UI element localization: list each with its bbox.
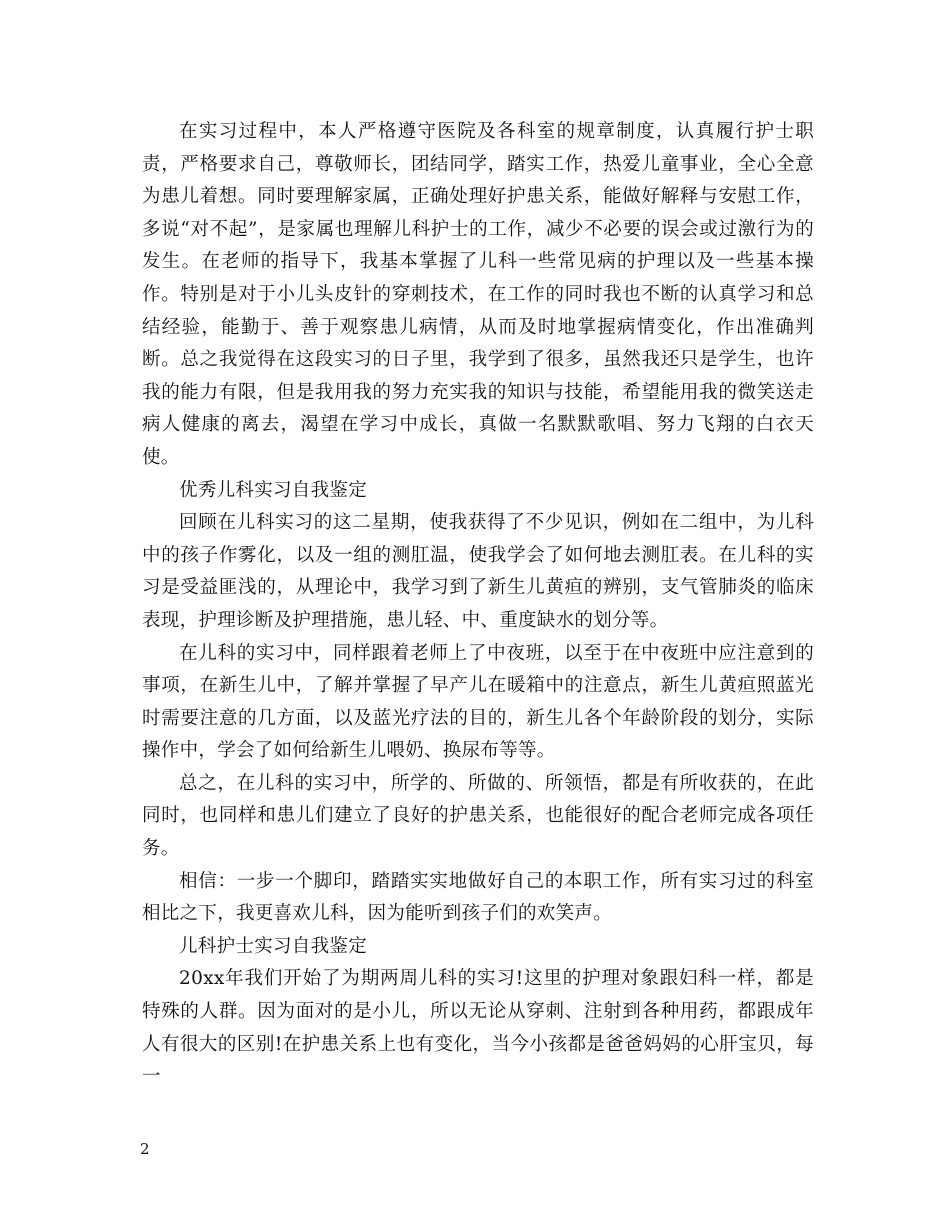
paragraph-summary: 总之，在儿科的实习中，所学的、所做的、所领悟，都是有所收获的，在此同时，也同样和患儿们建立了良好的护患关系，也能很好的配合老师完成各项任务。 xyxy=(142,772,814,860)
section-heading-excellent-pediatrics: 优秀儿科实习自我鉴定 xyxy=(179,479,368,501)
paragraph-belief: 相信：一步一个脚印，踏踏实实地做好自己的本职工作，所有实习过的科室相比之下，我更喜欢儿科，因为能听到孩子们的欢笑声。 xyxy=(142,870,814,925)
section-heading-pediatric-nurse: 儿科护士实习自我鉴定 xyxy=(179,935,368,957)
paragraph-two-weeks-review: 回顾在儿科实习的这二星期，使我获得了不少见识，例如在二组中，为儿科中的孩子作雾化，以及一组的测肛温，使我学会了如何地去测肛表。在儿科的实习是受益匪浅的，从理论中，我学习到了新生儿黄疸的辨别，支气管肺炎的临床表现，护理诊断及护理措施，患儿轻、中、重度缺水的划分等。 xyxy=(142,512,814,631)
paragraph-night-shift: 在儿科的实习中，同样跟着老师上了中夜班，以至于在中夜班中应注意到的事项，在新生儿中，了解并掌握了早产儿在暖箱中的注意点，新生儿黄疸照蓝光时需要注意的几方面，以及蓝光疗法的目的，新生儿各个年龄阶段的划分，实际操作中，学会了如何给新生儿喂奶、换尿布等等。 xyxy=(142,642,814,762)
paragraph-internship-conduct: 在实习过程中，本人严格遵守医院及各科室的规章制度，认真履行护士职责，严格要求自己，尊敬师长，团结同学，踏实工作，热爱儿童事业，全心全意为患儿着想。同时要理解家属，正确处理好护患关系，能做好解释与安慰工作，多说“对不起”，是家属也理解儿科护士的工作，减少不必要的误会或过激行为的发生。在老师的指导下，我基本掌握了儿科一些常见病的护理以及一些基本操作。特别是对于小儿头皮针的穿刺技术，在工作的同时我也不断的认真学习和总结经验，能勤于、善于观察患儿病情，从而及时地掌握病情变化，作出准确判断。总之我觉得在这段实习的日子里，我学到了很多，虽然我还只是学生，也许我的能力有限，但是我用我的努力充实我的知识与技能，希望能用我的微笑送走病人健康的离去，渴望在学习中成长，真做一名默默歌唱、努力飞翔的白衣天使。 xyxy=(142,121,814,468)
page-number: 2 xyxy=(140,1140,150,1158)
paragraph-two-week-internship: 20xx年我们开始了为期两周儿科的实习!这里的护理对象跟妇科一样，都是特殊的人群。因为面对的是小儿，所以无论从穿刺、注射到各种用药，都跟成年人有很大的区别!在护患关系上也有变化，当今小孩都是爸爸妈妈的心肝宝贝，每一 xyxy=(142,968,814,1088)
body-text xyxy=(142,116,814,1094)
